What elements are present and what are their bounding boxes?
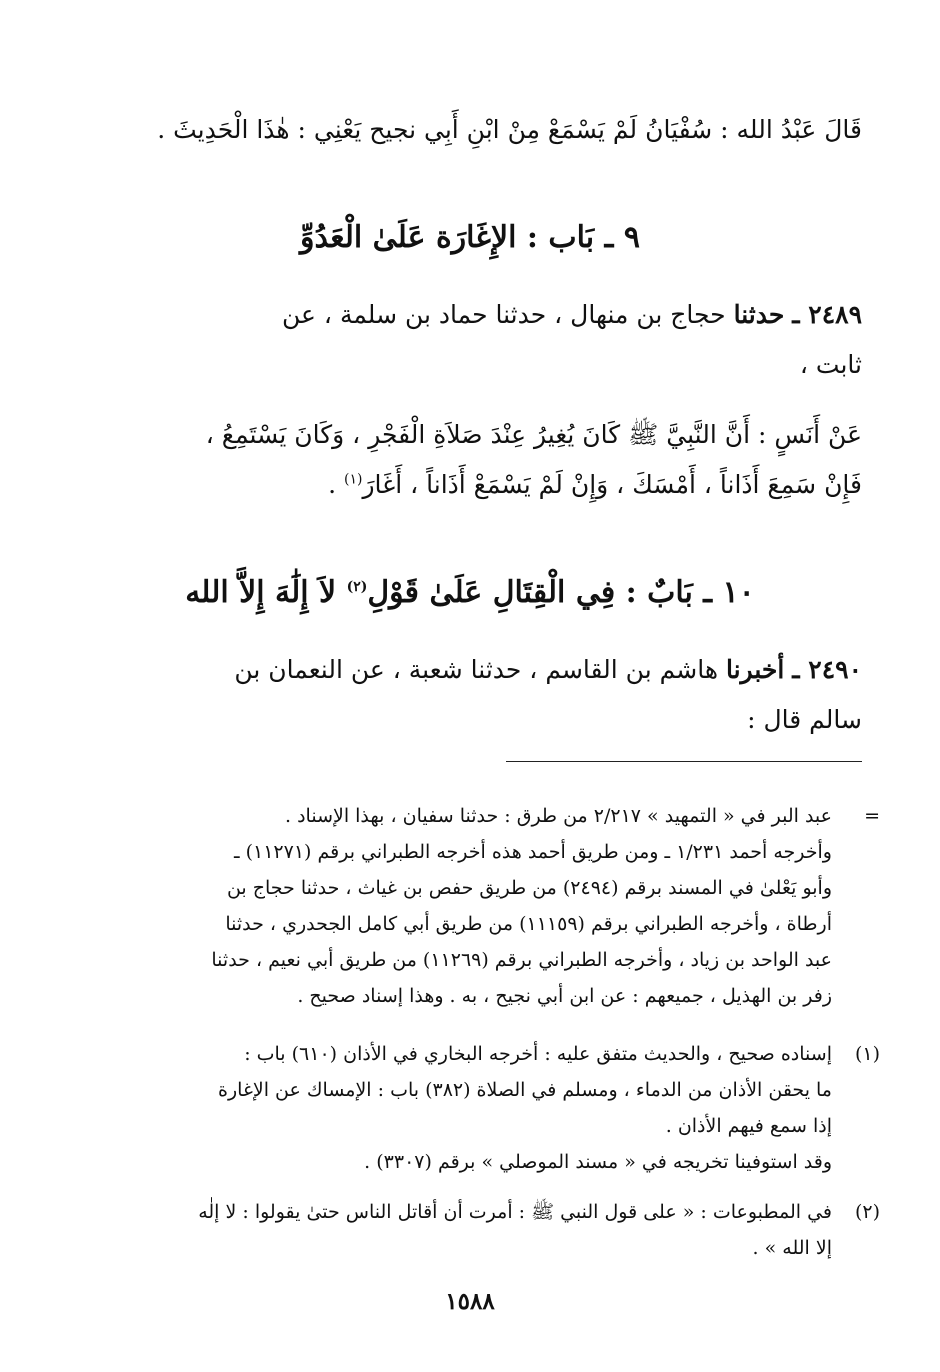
- footnote-line: ما يحقن الأذان من الدماء ، ومسلم في الصلاة (٣٨٢) باب : الإمساك عن الإغارة: [218, 1079, 832, 1101]
- footnote-ref-1[interactable]: (١): [344, 471, 363, 488]
- hadith-2490-line2: سالم قال :: [747, 705, 862, 734]
- hadith-2490-line1: [78, 645, 862, 695]
- footnote-separator: [506, 761, 862, 762]
- page-number: ١٥٨٨: [445, 1288, 495, 1315]
- chapter-heading-9: ٩ ـ بَاب : الإِغَارَة عَلَىٰ الْعَدُوِّ: [300, 220, 640, 255]
- footnote-line: إلا الله » .: [752, 1237, 832, 1259]
- footnote-line: عبد البر في « التمهيد » ٢/٢١٧ من طرق : حدثنا سفيان ، بهذا الإسناد .: [285, 805, 832, 827]
- matn-line2: [78, 460, 862, 510]
- matn-line2-text: فَإِنْ سَمِعَ أَذَاناً ، أَمْسَكَ ، وَإِنْ لَمْ يَسْمَعْ أَذَاناً ، أَغَارَ: [362, 470, 862, 499]
- footnote-continued: [78, 798, 880, 1038]
- footnote-continued-body: [78, 798, 832, 1014]
- hadith-2489-isnad-line1: [78, 290, 862, 340]
- footnote-line: أرطاة ، وأخرجه الطبراني برقم (١١١٥٩) من طريق أبي كامل الجحدري ، حدثنا: [225, 913, 832, 935]
- heading-10-text: ١٠ ـ بَابٌ : فِي الْقِتَالِ عَلَىٰ قَوْلِ: [367, 575, 755, 610]
- footnote-line: زفر بن الهذيل ، جميعهم : عن ابن أبي نجيح ، به . وهذا إسناد صحيح .: [297, 985, 832, 1007]
- hadith-2489: [78, 290, 862, 390]
- footnote-line: إسناده صحيح ، والحديث متفق عليه : أخرجه البخاري في الأذان (٦١٠) باب :: [244, 1043, 832, 1065]
- akhbarana-word: أخبرنا: [725, 655, 785, 684]
- footnote-line: عبد الواحد بن زياد ، وأخرجه الطبراني برقم (١١٢٦٩) من طريق أبي نعيم ، حدثنا: [211, 949, 832, 971]
- footnote-1-mark: (١): [854, 1043, 880, 1065]
- hadith-number: ٢٤٩٠ ـ: [792, 655, 862, 684]
- matn-line1: عَنْ أَنَسٍ : أَنَّ النَّبِيَّ ﷺ كَانَ يُغِيرُ عِنْدَ صَلاَةِ الْفَجْرِ ، وَكَانَ يَسْتَمِعُ ،: [205, 420, 862, 449]
- footnote-2-body: [78, 1194, 832, 1266]
- footnote-line: وأخرجه أحمد ١/٢٣١ ـ ومن طريق أحمد هذه أخرجه الطبراني برقم (١١٢٧١) ـ: [233, 841, 832, 863]
- chapter-heading-10: [0, 575, 940, 610]
- footnote-ref-2[interactable]: (٢): [346, 579, 368, 595]
- heading-10-shahada: لاَ إِلَٰهَ إِلاَّ الله: [185, 575, 347, 610]
- footnote-1: [78, 1036, 880, 1186]
- matn-line2-end: .: [328, 470, 344, 499]
- footnote-2-mark: (٢): [854, 1201, 880, 1223]
- footnote-line: وقد استوفينا تخريجه في « مسند الموصلي » برقم (٣٣٠٧) .: [364, 1151, 832, 1173]
- footnote-line: وأبو يَعْلىٰ في المسند برقم (٢٤٩٤) من طريق حفص بن غياث ، حدثنا حجاج بن: [226, 877, 832, 899]
- hadith-2489-isnad-line2: ثابت ،: [799, 350, 862, 379]
- isnad-text: حجاج بن منهال ، حدثنا حماد بن سلمة ، عن: [282, 300, 726, 329]
- footnote-line: إذا سمع فيهم الأذان .: [665, 1115, 832, 1137]
- footnote-line: في المطبوعات : « على قول النبي ﷺ : أمرت أن أقاتل الناس حتىٰ يقولوا : لا إلٰه: [198, 1201, 832, 1223]
- hadith-number: ٢٤٨٩ ـ: [792, 300, 862, 329]
- top-line: قَالَ عَبْدُ الله : سُفْيَانُ لَمْ يَسْمَعْ مِنْ ابْنِ أَبِي نجيح يَعْنِي : هٰذَا الْحَدِيثَ .: [157, 115, 862, 144]
- continuation-mark: =: [864, 805, 880, 827]
- footnote-2: [78, 1194, 880, 1270]
- hadith-2489-matn: [78, 410, 862, 510]
- footnote-1-body: [78, 1036, 832, 1180]
- isnad-text: هاشم بن القاسم ، حدثنا شعبة ، عن النعمان بن: [234, 655, 719, 684]
- hadith-2490: [78, 645, 862, 745]
- haddathana-word: حدثنا: [733, 300, 785, 329]
